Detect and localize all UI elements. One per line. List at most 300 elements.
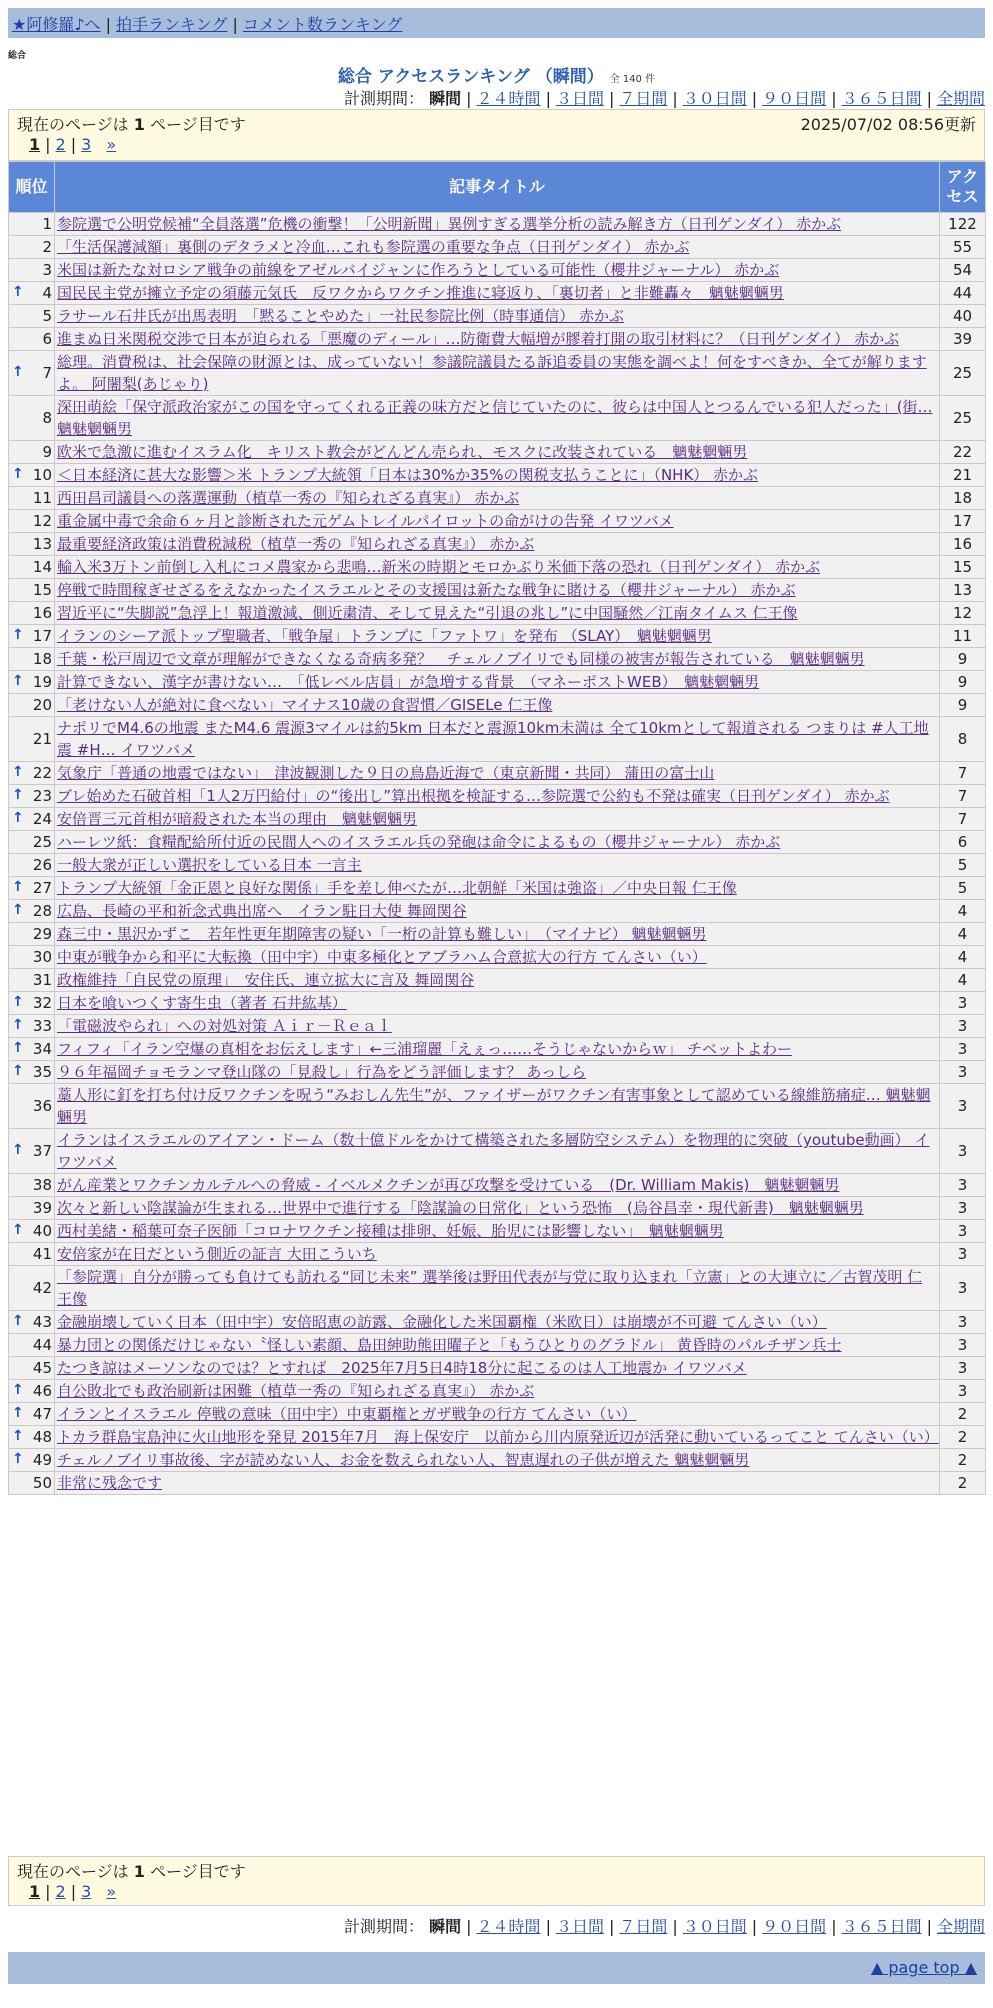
access-count: 9 (940, 671, 986, 694)
title-cell (55, 969, 940, 992)
table-row (9, 1015, 986, 1038)
table-row (9, 351, 986, 396)
rank-cell (9, 785, 55, 808)
table-row (9, 1061, 986, 1084)
footer-bar (8, 1952, 985, 1984)
access-count: 3 (940, 1380, 986, 1403)
up-arrow-icon: ↑ (12, 1221, 24, 1238)
rank-cell (9, 1426, 55, 1449)
rank-number: 14 (32, 558, 52, 576)
article-title-link[interactable]: 西田昌司議員への落選運動（植草一秀の『知られざる真実』） 赤かぶ (57, 489, 520, 507)
article-title-link[interactable]: 森三中・黒沢かずこ 若年性更年期障害の疑い「一桁の計算も難しい」 （マイナビ） 魑魅魍魎男 (57, 925, 707, 943)
table-row (9, 877, 986, 900)
current-page-text: 現在のページは 1 ページ目です (17, 1862, 246, 1881)
rank-number: 29 (32, 925, 52, 943)
rank-cell (9, 671, 55, 694)
rank-number: 8 (42, 409, 52, 427)
article-title-link[interactable]: 習近平に“失脚説”急浮上！報道激減、側近粛清、そして見えた“引退の兆し”に中国騒然／江南タイムス 仁王像 (57, 604, 798, 622)
rank-cell (9, 487, 55, 510)
title-cell (55, 900, 940, 923)
rank-number: 7 (42, 364, 52, 382)
table-row (9, 464, 986, 487)
title-cell (55, 1426, 940, 1449)
access-count: 4 (940, 900, 986, 923)
rank-cell (9, 969, 55, 992)
rank-cell (9, 1038, 55, 1061)
site-label: 総合 (8, 51, 27, 61)
up-arrow-icon: ↑ (12, 283, 24, 300)
article-title-link[interactable]: ナポリでM4.6の地震 またM4.6 震源3マイルは約5km 日本だと震源10km未満は 全て10kmとして報道される つまりは #人工地震 #H… イワツバメ (57, 719, 929, 759)
rank-cell (9, 1174, 55, 1197)
title-cell (55, 1243, 940, 1266)
article-title-link[interactable]: 停戦で時間稼ぎせざるをえなかったイスラエルとその支援国は新たな戦争に賭ける（櫻井ジャーナル） 赤かぶ (57, 581, 796, 599)
page-links: 1 | 2 | 3 » (29, 135, 117, 154)
table-row (9, 1426, 986, 1449)
period-all-link[interactable]: 全期間 (936, 89, 985, 108)
access-count: 3 (940, 1129, 986, 1174)
nav-comment-ranking-link[interactable]: コメント数ランキング (242, 15, 403, 34)
next-page-link[interactable]: » (106, 135, 117, 154)
rank-number: 15 (32, 581, 52, 599)
updated-timestamp: 2025/07/02 08:56更新 (800, 115, 976, 134)
table-row (9, 762, 986, 785)
up-arrow-icon: ↑ (12, 1039, 24, 1056)
period-90d-link[interactable]: ９０日間 (762, 1917, 827, 1936)
rank-cell (9, 877, 55, 900)
rank-number: 17 (32, 627, 52, 645)
article-title-link[interactable]: 参院選で公明党候補“全員落選”危機の衝撃！「公明新聞」異例すぎる選挙分析の読み解き方（日刊ゲンダイ） 赤かぶ (57, 215, 842, 233)
period-24h-link[interactable]: ２４時間 (476, 1917, 541, 1936)
rank-number: 46 (32, 1382, 52, 1400)
article-title-link[interactable]: 藁人形に釘を打ち付け反ワクチンを呪う“みおしん先生”が、ファイザーがワクチン有害事象として認めている線維筋痛症… 魑魅魍魎男 (57, 1086, 931, 1126)
access-count: 3 (940, 1015, 986, 1038)
rank-number: 25 (32, 833, 52, 851)
article-title-link[interactable]: 日本を喰いつくす寄生虫（著者 石井紘基） (57, 994, 347, 1012)
article-title-link[interactable]: 政権維持「自民党の原理」 安住氏、連立拡大に言及 舞岡関谷 (57, 971, 475, 989)
table-row (9, 1220, 986, 1243)
rank-cell (9, 396, 55, 441)
title-cell (55, 510, 940, 533)
rank-number: 24 (32, 810, 52, 828)
rank-cell (9, 1403, 55, 1426)
article-title-link[interactable]: 金融崩壊していく日本（田中宇）安倍昭恵の訪露、金融化した米国覇権（米欧日）は崩壊が不可避 てんさい（い） (57, 1313, 827, 1331)
up-arrow-icon: ↑ (12, 1381, 24, 1398)
article-title-link[interactable]: 計算できない、漢字が書けない… 「低レベル店員」が急増する背景 （マネーポストWEB） 魑魅魍魎男 (57, 673, 760, 691)
title-cell (55, 854, 940, 877)
table-row (9, 831, 986, 854)
rank-cell (9, 441, 55, 464)
title-cell (55, 487, 940, 510)
access-count: 13 (940, 579, 986, 602)
access-count: 3 (940, 1084, 986, 1129)
article-title-link[interactable]: ラサール石井氏が出馬表明 「黙ることやめた」一社民参院比例（時事通信） 赤かぶ (57, 307, 624, 325)
up-arrow-icon: ↑ (12, 1404, 24, 1421)
access-count: 15 (940, 556, 986, 579)
article-title-link[interactable]: 欧米で急激に進むイスラム化 キリスト教会がどんどん売られ、モスクに改装されている 魑魅魍魎男 (57, 443, 748, 461)
article-title-link[interactable]: 深田萌絵「保守派政治家がこの国を守ってくれる正義の味方だと信じていたのに、彼らは中国人とつるんでいる犯人だった」(街… 魑魅魍魎男 (57, 398, 933, 438)
page-1-current: 1 (29, 135, 41, 154)
access-count: 5 (940, 877, 986, 900)
access-count: 3 (940, 1311, 986, 1334)
title-cell (55, 579, 940, 602)
article-title-link[interactable]: がん産業とワクチンカルテルへの脅威 - イベルメクチンが再び攻撃を受けている (Dr. William Makis) 魑魅魍魎男 (57, 1176, 840, 1194)
table-row (9, 1266, 986, 1311)
rank-cell (9, 236, 55, 259)
table-row (9, 694, 986, 717)
ranking-header-row (9, 162, 986, 213)
rank-cell (9, 1357, 55, 1380)
rank-number: 40 (32, 1222, 52, 1240)
article-title-link[interactable]: 自公敗北でも政治刷新は困難（植草一秀の『知られざる真実』） 赤かぶ (57, 1382, 535, 1400)
article-title-link[interactable]: 気象庁「普通の地震ではない」 津波観測した９日の鳥島近海で（東京新聞・共同） 蒲田の富士山 (57, 764, 715, 782)
rank-number: 4 (42, 284, 52, 302)
article-title-link[interactable]: イランはイスラエルのアイアン・ドーム（数十億ドルをかけて構築された多層防空システム）を物理的に突破（youtube動画） イワツバメ (57, 1131, 930, 1171)
table-row (9, 923, 986, 946)
period-3d-link[interactable]: ３日間 (555, 1917, 604, 1936)
up-arrow-icon: ↑ (12, 901, 24, 918)
article-title-link[interactable]: ９６年福岡チョモランマ登山隊の「見殺し」行為をどう評価します？ あっしら (57, 1063, 587, 1081)
access-count: 3 (940, 1174, 986, 1197)
rank-number: 28 (32, 902, 52, 920)
table-row (9, 396, 986, 441)
rank-number: 34 (32, 1040, 52, 1058)
access-count: 55 (940, 236, 986, 259)
page-2-link[interactable]: 2 (55, 135, 66, 154)
access-count: 3 (940, 992, 986, 1015)
ranking-body (9, 213, 986, 1495)
table-row (9, 487, 986, 510)
article-title-link[interactable]: 広島、長崎の平和祈念式典出席へ イラン駐日大使 舞岡関谷 (57, 902, 467, 920)
period-7d-link[interactable]: ７日間 (619, 89, 668, 108)
rank-cell (9, 351, 55, 396)
title-cell (55, 717, 940, 762)
table-row (9, 602, 986, 625)
title-cell (55, 625, 940, 648)
pager-bottom (8, 1856, 985, 1906)
table-row (9, 1403, 986, 1426)
table-row (9, 969, 986, 992)
article-title-link[interactable]: イランとイスラエル 停戦の意味（田中宇）中東覇権とガザ戦争の行方 てんさい（い） (57, 1405, 637, 1423)
table-row (9, 717, 986, 762)
nav-clap-ranking-link[interactable]: 拍手ランキング (115, 15, 228, 34)
page-top-link[interactable]: ▲ page top ▲ (870, 1958, 977, 1977)
article-title-link[interactable]: ブレ始めた石破首相「1人2万円給付」の“後出し”算出根拠を検証する…参院選で公約も不発は確実（日刊ゲンダイ） 赤かぶ (57, 787, 890, 805)
period-365d-link[interactable]: ３６５日間 (841, 1917, 922, 1936)
rank-cell (9, 328, 55, 351)
rank-cell (9, 946, 55, 969)
period-24h-link[interactable]: ２４時間 (476, 89, 541, 108)
up-arrow-icon: ↑ (12, 1141, 24, 1158)
total-count: 全 140 件 (609, 74, 656, 85)
rank-cell (9, 1084, 55, 1129)
page-links: 1 | 2 | 3 » (29, 1882, 117, 1901)
access-count: 3 (940, 1197, 986, 1220)
title-cell (55, 1266, 940, 1311)
access-count: 3 (940, 1266, 986, 1311)
rank-cell (9, 259, 55, 282)
rank-number: 35 (32, 1063, 52, 1081)
article-title-link[interactable]: 「生活保護減額」裏側のデタラメと冷血…これも参院選の重要な争点（日刊ゲンダイ） 赤かぶ (57, 238, 690, 256)
article-title-link[interactable]: フィフィ「イラン空爆の真相をお伝えします」←三浦瑠麗「えぇっ……そうじゃないからｗ」 チベットよわー (57, 1040, 792, 1058)
up-arrow-icon: ↑ (12, 626, 24, 643)
rank-number: 1 (42, 215, 52, 233)
title-cell (55, 694, 940, 717)
title-cell (55, 328, 940, 351)
page-1-current: 1 (29, 1882, 41, 1901)
rank-number: 45 (32, 1359, 52, 1377)
access-count: 40 (940, 305, 986, 328)
rank-number: 50 (32, 1474, 52, 1492)
period-365d-link[interactable]: ３６５日間 (841, 89, 922, 108)
rank-number: 19 (32, 673, 52, 691)
title-cell (55, 831, 940, 854)
rank-cell (9, 1220, 55, 1243)
article-title-link[interactable]: 国民民主党が擁立予定の須藤元気氏 反ワクからワクチン推進に寝返り、「裏切者」と非難轟々 魑魅魍魎男 (57, 284, 784, 302)
title-cell (55, 351, 940, 396)
access-count: 3 (940, 1220, 986, 1243)
title-cell (55, 762, 940, 785)
table-row (9, 236, 986, 259)
title-cell (55, 1311, 940, 1334)
current-page-text: 現在のページは 1 ページ目です (17, 115, 246, 134)
up-arrow-icon: ↑ (12, 878, 24, 895)
rank-cell (9, 762, 55, 785)
access-count: 2 (940, 1403, 986, 1426)
rank-number: 20 (32, 696, 52, 714)
title-cell (55, 282, 940, 305)
access-count: 2 (940, 1472, 986, 1495)
rank-number: 41 (32, 1245, 52, 1263)
rank-number: 44 (32, 1336, 52, 1354)
table-row (9, 1311, 986, 1334)
rank-number: 22 (32, 764, 52, 782)
title-cell (55, 1061, 940, 1084)
period-selector-top: 計測期間： 瞬間 | ２４時間 | ３日間 | ７日間 | ３０日間 | ９０日間 | ３６５日間 | 全期間 (344, 89, 985, 108)
article-title-link[interactable]: ハーレツ紙：食糧配給所付近の民間人へのイスラエル兵の発砲は命令によるもの（櫻井ジャーナル） 赤かぶ (57, 833, 781, 851)
up-arrow-icon: ↑ (12, 993, 24, 1010)
table-row (9, 671, 986, 694)
period-current: 瞬間 (429, 89, 462, 108)
table-row (9, 259, 986, 282)
rank-cell (9, 282, 55, 305)
article-title-link[interactable]: トランプ大統領「金正恩と良好な関係」手を差し伸べたが…北朝鮮「米国は強盗」／中央日報 仁王像 (57, 879, 737, 897)
rank-number: 33 (32, 1017, 52, 1035)
pager-top (8, 109, 985, 161)
title-cell (55, 1472, 940, 1495)
rank-cell (9, 625, 55, 648)
rank-cell (9, 992, 55, 1015)
access-count: 8 (940, 717, 986, 762)
period-7d-link[interactable]: ７日間 (619, 1917, 668, 1936)
article-title-link[interactable]: イランのシーア派トップ聖職者、「戦争屋」トランプに「ファトワ」を発布 （SLAY） 魑魅魍魎男 (57, 627, 712, 645)
article-title-link[interactable]: 安倍晋三元首相が暗殺された本当の理由 魑魅魍魎男 (57, 810, 418, 828)
rank-number: 23 (32, 787, 52, 805)
title-cell (55, 1449, 940, 1472)
article-title-link[interactable]: 「参院選」自分が勝っても負けても訪れる“同じ未来” 選挙後は野田代表が与党に取り込まれ「立憲」との大連立に／古賀茂明 仁王像 (57, 1268, 923, 1308)
rank-cell (9, 602, 55, 625)
article-title-link[interactable]: 一般大衆が正しい選択をしている日本 一言主 (57, 856, 362, 874)
article-title-link[interactable]: 進まぬ日米関税交渉で日本が迫られる「悪魔のディール」…防衛費大幅増が膠着打開の取引材料に？（日刊ゲンダイ） 赤かぶ (57, 330, 900, 348)
title-cell (55, 533, 940, 556)
rank-number: 30 (32, 948, 52, 966)
title-cell (55, 1380, 940, 1403)
article-title-link[interactable]: 次々と新しい陰謀論が生まれる…世界中で進行する「陰謀論の日常化」という恐怖 (烏谷昌幸・現代新書) 魑魅魍魎男 (57, 1199, 864, 1217)
title-cell (55, 556, 940, 579)
rank-number: 37 (32, 1142, 52, 1160)
article-title-link[interactable]: 総理。消費税は、社会保障の財源とは、成っていない！参議院議員たる訴追委員の実態を調べよ！何をすべきか、全てが解りますよ。 阿闍梨(あじゃり) (57, 353, 927, 393)
rank-cell (9, 556, 55, 579)
access-count: 16 (940, 533, 986, 556)
table-row (9, 441, 986, 464)
table-row (9, 1038, 986, 1061)
article-title-link[interactable]: 米国は新たな対ロシア戦争の前線をアゼルバイジャンに作ろうとしている可能性（櫻井ジャーナル） 赤かぶ (57, 261, 780, 279)
rank-cell (9, 694, 55, 717)
rank-cell (9, 533, 55, 556)
article-title-link[interactable]: 西村美緒・稲葉可奈子医師「コロナワクチン接種は排卵、妊娠、胎児には影響しない」 魑魅魍魎男 (57, 1222, 724, 1240)
rank-number: 18 (32, 650, 52, 668)
access-count: 18 (940, 487, 986, 510)
title-cell (55, 877, 940, 900)
rank-number: 10 (32, 466, 52, 484)
title-cell (55, 1084, 940, 1129)
rank-cell (9, 1129, 55, 1174)
title-cell (55, 1403, 940, 1426)
access-count: 2 (940, 1426, 986, 1449)
table-row (9, 1334, 986, 1357)
access-count: 4 (940, 923, 986, 946)
rank-number: 11 (32, 489, 52, 507)
page-3-link[interactable]: 3 (81, 1882, 92, 1901)
rank-number: 21 (32, 730, 52, 748)
access-count: 5 (940, 854, 986, 877)
table-row (9, 900, 986, 923)
next-page-link[interactable]: » (106, 1882, 117, 1901)
rank-number: 36 (32, 1097, 52, 1115)
access-count: 9 (940, 648, 986, 671)
table-row (9, 785, 986, 808)
rank-cell (9, 1061, 55, 1084)
rank-number: 32 (32, 994, 52, 1012)
access-count: 25 (940, 396, 986, 441)
table-row (9, 510, 986, 533)
article-title-link[interactable]: 非常に残念です (57, 1474, 163, 1492)
table-row (9, 1197, 986, 1220)
access-count: 7 (940, 808, 986, 831)
up-arrow-icon: ↑ (12, 1427, 24, 1444)
rank-number: 3 (42, 261, 52, 279)
title-cell (55, 1174, 940, 1197)
rank-cell (9, 1266, 55, 1311)
up-arrow-icon: ↑ (12, 1450, 24, 1467)
article-title-link[interactable]: 暴力団との関係だけじゃない〝怪しい素顔、島田紳助熊田曜子と「もうひとりのグラドル」 黄昏時のパルチザン兵士 (57, 1336, 842, 1354)
rank-number: 31 (32, 971, 52, 989)
access-count: 21 (940, 464, 986, 487)
rank-number: 16 (32, 604, 52, 622)
table-row (9, 1084, 986, 1129)
nav-asyura-link[interactable]: ★阿修羅♪へ (12, 15, 101, 34)
rank-cell (9, 1197, 55, 1220)
access-header: アクセス (940, 162, 986, 213)
rank-cell (9, 464, 55, 487)
rank-number: 48 (32, 1428, 52, 1446)
rank-number: 26 (32, 856, 52, 874)
table-row (9, 282, 986, 305)
article-title-link[interactable]: 中東が戦争から和平に大転換（田中宇）中東多極化とアブラハム合意拡大の行方 てんさい（い） (57, 948, 707, 966)
period-3d-link[interactable]: ３日間 (555, 89, 604, 108)
rank-cell (9, 305, 55, 328)
up-arrow-icon: ↑ (12, 1062, 24, 1079)
rank-number: 5 (42, 307, 52, 325)
table-row (9, 648, 986, 671)
rank-cell (9, 1243, 55, 1266)
article-title-link[interactable]: 安倍家が在日だという側近の証言 大田こういち (57, 1245, 377, 1263)
period-30d-link[interactable]: ３０日間 (682, 1917, 747, 1936)
title-cell (55, 464, 940, 487)
up-arrow-icon: ↑ (12, 809, 24, 826)
table-row (9, 1449, 986, 1472)
page-3-link[interactable]: 3 (81, 135, 92, 154)
up-arrow-icon: ↑ (12, 763, 24, 780)
table-row (9, 1174, 986, 1197)
title-cell (55, 441, 940, 464)
rank-cell (9, 648, 55, 671)
title-cell (55, 992, 940, 1015)
article-title-link[interactable]: 「電磁波やられ」への対処対策 Ａｉｒ－Ｒｅａｌ (57, 1017, 392, 1035)
access-count: 7 (940, 785, 986, 808)
article-title-link[interactable]: ＜日本経済に甚大な影響＞米 トランプ大統領「日本は30%か35%の関税支払うことに」（NHK） 赤かぶ (57, 466, 759, 484)
title-cell (55, 1334, 940, 1357)
title-cell (55, 648, 940, 671)
access-count: 3 (940, 1243, 986, 1266)
period-all-link[interactable]: 全期間 (936, 1917, 985, 1936)
access-count: 6 (940, 831, 986, 854)
article-title-link[interactable]: チェルノブイリ事故後、字が読めない人、お金を数えられない人、智恵遅れの子供が増えた 魑魅魍魎男 (57, 1451, 750, 1469)
rank-number: 42 (32, 1279, 52, 1297)
rank-number: 47 (32, 1405, 52, 1423)
rank-number: 39 (32, 1199, 52, 1217)
title-cell (55, 671, 940, 694)
title-cell (55, 1220, 940, 1243)
article-title-link[interactable]: たつき諒はメーソンなのでは？とすれば 2025年7月5日4時18分に起こるのは人工地震か イワツバメ (57, 1359, 747, 1377)
period-label: 計測期間： (344, 89, 425, 108)
article-title-link[interactable]: トカラ群島宝島沖に火山地形を発見 2015年7月 海上保安庁 以前から川内原発近辺が活発に動いているってこと てんさい（い） (57, 1428, 939, 1446)
period-current: 瞬間 (429, 1917, 462, 1936)
article-title-link[interactable]: 重金属中毒で余命６ヶ月と診断された元ゲムトレイルパイロットの命がけの告発 イワツバメ (57, 512, 674, 530)
article-title-link[interactable]: 最重要経済政策は消費税減税（植草一秀の『知られざる真実』） 赤かぶ (57, 535, 535, 553)
title-cell (55, 213, 940, 236)
access-count: 44 (940, 282, 986, 305)
article-title-link[interactable]: 「老けない人が絶対に食べない」マイナス10歳の食習慣／GISELe 仁王像 (57, 696, 553, 714)
period-label: 計測期間： (344, 1917, 425, 1936)
article-title-link[interactable]: 輸入米3万トン前倒し入札にコメ農家から悲鳴…新米の時期とモロかぶり米価下落の恐れ（日刊ゲンダイ） 赤かぶ (57, 558, 821, 576)
nav-separator: | (105, 15, 111, 34)
rank-cell (9, 808, 55, 831)
page-2-link[interactable]: 2 (55, 1882, 66, 1901)
rank-cell (9, 1015, 55, 1038)
period-90d-link[interactable]: ９０日間 (762, 89, 827, 108)
period-30d-link[interactable]: ３０日間 (682, 89, 747, 108)
table-row (9, 625, 986, 648)
article-title-link[interactable]: 千葉・松戸周辺で文章が理解ができなくなる奇病多発？ チェルノブイリでも同様の被害が報告されている 魑魅魍魎男 (57, 650, 865, 668)
access-count: 3 (940, 1061, 986, 1084)
table-row (9, 854, 986, 877)
access-count: 54 (940, 259, 986, 282)
rank-cell (9, 1311, 55, 1334)
table-row (9, 1472, 986, 1495)
rank-cell (9, 510, 55, 533)
access-count: 7 (940, 762, 986, 785)
table-row (9, 946, 986, 969)
